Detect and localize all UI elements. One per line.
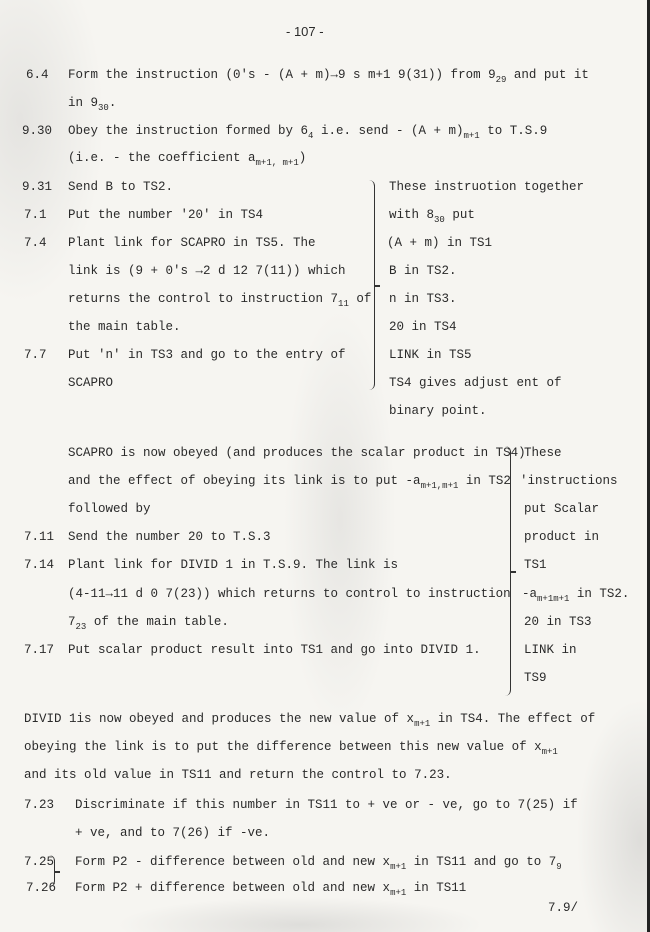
step-text-7-25 [75, 855, 562, 872]
step-text-6-4-cont [68, 96, 117, 113]
step-id-7-25: 7.25 [24, 855, 55, 869]
side-note-text: put [444, 208, 475, 222]
scapro-paragraph-line1: SCAPRO is now obeyed (and produces the scalar product in TS4) [68, 446, 526, 460]
side-note-text: in TS2. [569, 587, 630, 601]
step-text: i.e. send - (A + m) [313, 124, 464, 138]
step-text-9-30 [68, 124, 548, 141]
side-note-2-line: TS9 [524, 671, 547, 685]
step-id-7-1: 7.1 [24, 208, 47, 222]
step-text-7-23: Discriminate if this number in TS11 to + ve or - ve, go to 7(25) if [75, 798, 578, 812]
divid-paragraph-line1 [24, 712, 596, 729]
paragraph-text: in TS2 [458, 474, 511, 488]
step-text: Form P2 - difference between old and new x [75, 855, 391, 869]
step-id-9-31: 9.31 [22, 180, 53, 194]
step-text: in TS11 and go to 7 [406, 855, 557, 869]
step-text: Form the instruction (0's - (A + m)→9 s m+1 9(31)) from 9 [68, 68, 496, 82]
step-text-7-23-line2: + ve, and to 7(26) if -ve. [75, 826, 271, 840]
subscript: 30 [98, 103, 109, 113]
step-id-7-4: 7.4 [24, 236, 47, 250]
subscript: 23 [75, 622, 87, 632]
side-note-text: with 8 [389, 208, 435, 222]
step-text-7-4-line2: link is (9 + 0's →2 d 12 7(11)) which [68, 264, 346, 278]
side-note-2-line: TS1 [524, 558, 547, 572]
step-text-7-26 [75, 881, 467, 898]
side-note-1-line [389, 208, 475, 225]
step-id-6-4: 6.4 [26, 68, 49, 82]
scapro-paragraph-line3: followed by [68, 502, 151, 516]
side-note-2-line: product in [524, 530, 600, 544]
side-note-1-line: These instruotion together [389, 180, 585, 194]
subscript: 4 [308, 131, 314, 141]
step-text: Obey the instruction formed by 6 [68, 124, 309, 138]
divid-paragraph-line3: and its old value in TS11 and return the control to 7.23. [24, 768, 452, 782]
step-text-6-4 [68, 68, 589, 85]
step-text: in 9 [68, 96, 99, 110]
step-text-9-30-cont [68, 151, 307, 168]
subscript: 11 [338, 299, 349, 309]
side-note-2-line: put Scalar [524, 502, 600, 516]
step-text: to T.S.9 [479, 124, 548, 138]
side-note-2-line: 20 in TS3 [524, 615, 592, 629]
step-text: 7 [68, 615, 76, 629]
paragraph-text: and the effect of obeying its link is to put -a [68, 474, 421, 488]
curly-brace-2 [500, 446, 511, 696]
step-text: and put it [513, 68, 589, 82]
subscript: m+1 [414, 719, 431, 729]
subscript: m+1,m+1 [420, 481, 459, 491]
subscript: m+1, m+1 [255, 158, 299, 168]
subscript: m+1 [463, 131, 480, 141]
page-number: - 107 - [286, 24, 324, 39]
step-text: ) [298, 151, 307, 165]
step-text: in TS11 [406, 881, 467, 895]
step-text-7-11: Send the number 20 to T.S.3 [68, 530, 271, 544]
scapro-paragraph-line2 [68, 474, 511, 491]
step-text-9-31: Send B to TS2. [68, 180, 174, 194]
step-id-9-30: 9.30 [22, 124, 53, 138]
step-text-7-4-line3 [68, 292, 372, 309]
side-note-2-line: LINK in [524, 643, 577, 657]
step-id-7-23: 7.23 [24, 798, 55, 812]
step-id-7-17: 7.17 [24, 643, 55, 657]
step-text: (i.e. - the coefficient a [68, 151, 256, 165]
step-text: Form P2 + difference between old and new x [75, 881, 391, 895]
subscript: 29 [495, 75, 507, 85]
paragraph-text: obeying the link is to put the difference between this new value of x [24, 740, 542, 754]
step-text-7-1: Put the number '20' in TS4 [68, 208, 264, 222]
subscript: 9 [556, 862, 562, 872]
step-text-7-14: Plant link for DIVID 1 in T.S.9. The link is [68, 558, 399, 572]
step-text: of [348, 292, 372, 306]
step-text: of the main table. [86, 615, 229, 629]
side-note-2-line: 'instructions [520, 474, 618, 488]
step-id-7-11: 7.11 [24, 530, 55, 544]
subscript: m+1 [390, 862, 407, 872]
side-note-text: -a [522, 587, 538, 601]
step-id-7-26: 7.26 [26, 881, 57, 895]
side-note-1-line: binary point. [389, 404, 487, 418]
continuation-marker: 7.9/ [548, 901, 579, 915]
curly-brace-1 [364, 180, 375, 390]
subscript: m+1 [541, 747, 558, 757]
step-text-7-4: Plant link for SCAPRO in TS5. The [68, 236, 316, 250]
divid-paragraph-line2 [24, 740, 558, 757]
step-id-7-14: 7.14 [24, 558, 55, 572]
side-note-2-line: These [524, 446, 562, 460]
subscript: 30 [434, 215, 445, 225]
subscript: m+1m+1 [537, 594, 570, 604]
side-note-1-line: (A + m) in TS1 [387, 236, 493, 250]
side-note-1-line: n in TS3. [389, 292, 457, 306]
step-text: returns the control to instruction 7 [68, 292, 339, 306]
paragraph-text: in TS4. The effect of [430, 712, 596, 726]
step-text: . [108, 96, 117, 110]
side-note-1-line: TS4 gives adjust ent of [389, 376, 562, 390]
side-note-1-line: 20 in TS4 [389, 320, 457, 334]
step-text-7-17: Put scalar product result into TS1 and go into DIVID 1. [68, 643, 481, 657]
side-note-2-line [522, 587, 630, 604]
subscript: m+1 [390, 888, 407, 898]
step-text-7-14-line3 [68, 615, 229, 632]
step-text-7-7: Put 'n' in TS3 and go to the entry of [68, 348, 346, 362]
step-text-7-14-line2: (4-11→11 d 0 7(23)) which returns to control to instruction [68, 587, 511, 601]
side-note-1-line: LINK in TS5 [389, 348, 472, 362]
step-text-7-7-line2: SCAPRO [68, 376, 114, 390]
side-note-1-line: B in TS2. [389, 264, 457, 278]
step-text-7-4-line4: the main table. [68, 320, 181, 334]
paragraph-text: DIVID 1is now obeyed and produces the new value of x [24, 712, 415, 726]
step-id-7-7: 7.7 [24, 348, 47, 362]
